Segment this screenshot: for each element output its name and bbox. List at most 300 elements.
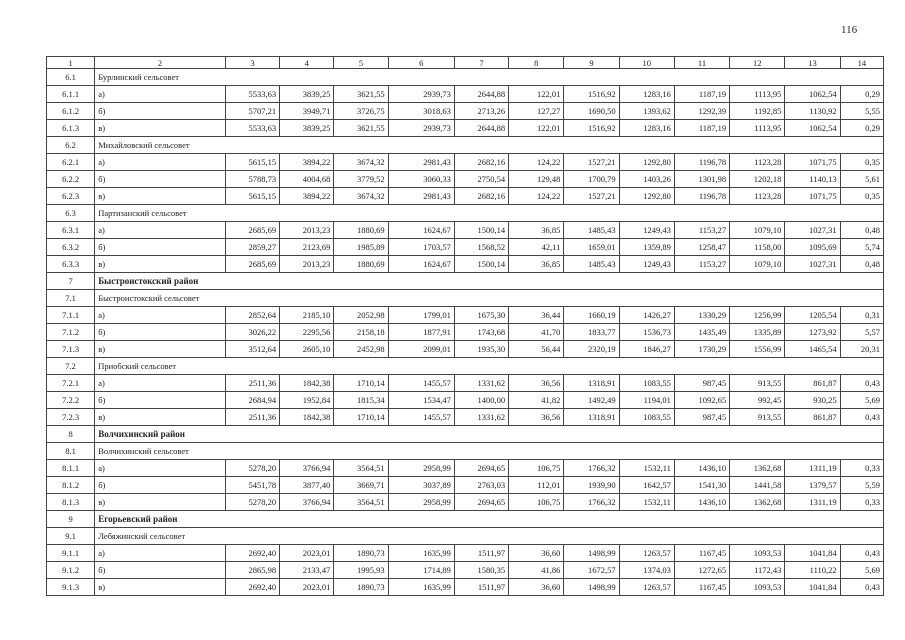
row-code: 9: [47, 511, 95, 528]
value-cell: 1113,95: [730, 86, 785, 103]
value-cell: 3060,33: [388, 171, 454, 188]
value-cell: 36,56: [509, 375, 564, 392]
tariff-table: [46, 56, 884, 596]
value-cell: 1249,43: [619, 222, 674, 239]
value-cell: 1659,01: [564, 239, 619, 256]
value-cell: 1110,22: [785, 562, 840, 579]
value-cell: 3674,32: [334, 154, 388, 171]
table-row: [47, 222, 884, 239]
table-row: [47, 409, 884, 426]
value-cell: 1426,27: [619, 307, 674, 324]
value-cell: 1842,38: [280, 409, 334, 426]
value-cell: 3766,94: [280, 460, 334, 477]
value-cell: 1158,00: [730, 239, 785, 256]
value-cell: 1027,31: [785, 256, 840, 273]
column-header: 11: [674, 57, 729, 69]
row-variant: б): [95, 103, 226, 120]
value-cell: 2685,69: [225, 256, 279, 273]
value-cell: 3669,71: [334, 477, 388, 494]
value-cell: 1331,62: [454, 409, 508, 426]
value-cell: 3621,55: [334, 120, 388, 137]
value-cell: 2981,43: [388, 188, 454, 205]
row-variant: а): [95, 307, 226, 324]
value-cell: 36,60: [509, 545, 564, 562]
subsection-row: [47, 69, 884, 86]
subsection-name: Партизанский сельсовет: [95, 205, 884, 222]
section-name: Быстроистокский район: [95, 273, 884, 290]
value-cell: 2865,98: [225, 562, 279, 579]
value-cell: 0,43: [840, 579, 883, 596]
column-header: 4: [280, 57, 334, 69]
value-cell: 1400,00: [454, 392, 508, 409]
row-code: 7.1.2: [47, 324, 95, 341]
value-cell: 56,44: [509, 341, 564, 358]
table-row: [47, 392, 884, 409]
value-cell: 1027,31: [785, 222, 840, 239]
value-cell: 1642,57: [619, 477, 674, 494]
table-row: [47, 103, 884, 120]
value-cell: 3564,51: [334, 460, 388, 477]
value-cell: 1541,30: [674, 477, 729, 494]
row-code: 7.2.3: [47, 409, 95, 426]
value-cell: 1263,57: [619, 579, 674, 596]
value-cell: 36,44: [509, 307, 564, 324]
row-code: 9.1.2: [47, 562, 95, 579]
value-cell: 129,48: [509, 171, 564, 188]
value-cell: 1890,73: [334, 545, 388, 562]
row-variant: в): [95, 494, 226, 511]
row-code: 8.1.1: [47, 460, 95, 477]
value-cell: 1624,67: [388, 256, 454, 273]
value-cell: 1660,19: [564, 307, 619, 324]
section-row: [47, 426, 884, 443]
table-row: [47, 154, 884, 171]
column-header: 1: [47, 57, 95, 69]
row-code: 8.1: [47, 443, 95, 460]
table-row: [47, 239, 884, 256]
value-cell: 3877,40: [280, 477, 334, 494]
value-cell: 3779,52: [334, 171, 388, 188]
row-code: 6.1: [47, 69, 95, 86]
value-cell: 2958,99: [388, 494, 454, 511]
value-cell: 2320,19: [564, 341, 619, 358]
row-code: 7.1.3: [47, 341, 95, 358]
row-code: 6.2.1: [47, 154, 95, 171]
value-cell: 1842,38: [280, 375, 334, 392]
value-cell: 36,85: [509, 256, 564, 273]
value-cell: 1167,45: [674, 579, 729, 596]
subsection-row: [47, 205, 884, 222]
row-variant: а): [95, 460, 226, 477]
value-cell: 1292,80: [619, 188, 674, 205]
value-cell: 1995,93: [334, 562, 388, 579]
value-cell: 1890,73: [334, 579, 388, 596]
value-cell: 2713,26: [454, 103, 508, 120]
value-cell: 1635,99: [388, 545, 454, 562]
subsection-name: Приобский сельсовет: [95, 358, 884, 375]
value-cell: 1272,65: [674, 562, 729, 579]
value-cell: 2099,01: [388, 341, 454, 358]
value-cell: 1362,68: [730, 494, 785, 511]
value-cell: 42,11: [509, 239, 564, 256]
value-cell: 1311,19: [785, 494, 840, 511]
value-cell: 3894,22: [280, 154, 334, 171]
row-code: 6.3.2: [47, 239, 95, 256]
value-cell: 36,60: [509, 579, 564, 596]
value-cell: 1441,58: [730, 477, 785, 494]
value-cell: 1249,43: [619, 256, 674, 273]
value-cell: 1403,26: [619, 171, 674, 188]
value-cell: 1690,50: [564, 103, 619, 120]
value-cell: 930,25: [785, 392, 840, 409]
value-cell: 992,45: [730, 392, 785, 409]
value-cell: 1153,27: [674, 256, 729, 273]
value-cell: 0,48: [840, 222, 883, 239]
column-header: 2: [95, 57, 226, 69]
value-cell: 41,70: [509, 324, 564, 341]
value-cell: 1359,89: [619, 239, 674, 256]
value-cell: 1743,68: [454, 324, 508, 341]
value-cell: 2694,65: [454, 460, 508, 477]
value-cell: 1140,13: [785, 171, 840, 188]
value-cell: 1292,39: [674, 103, 729, 120]
value-cell: 36,85: [509, 222, 564, 239]
row-code: 7.2: [47, 358, 95, 375]
value-cell: 5615,15: [225, 154, 279, 171]
table-row: [47, 188, 884, 205]
column-header: 5: [334, 57, 388, 69]
table-row: [47, 171, 884, 188]
value-cell: 1534,47: [388, 392, 454, 409]
value-cell: 1071,75: [785, 154, 840, 171]
section-name: Егорьевский район: [95, 511, 884, 528]
value-cell: 41,82: [509, 392, 564, 409]
value-cell: 1532,11: [619, 494, 674, 511]
value-cell: 1192,85: [730, 103, 785, 120]
value-cell: 2852,64: [225, 307, 279, 324]
row-code: 9.1.3: [47, 579, 95, 596]
value-cell: 1730,29: [674, 341, 729, 358]
value-cell: 987,45: [674, 375, 729, 392]
value-cell: 1263,57: [619, 545, 674, 562]
value-cell: 0,43: [840, 375, 883, 392]
value-cell: 1714,89: [388, 562, 454, 579]
value-cell: 1123,28: [730, 188, 785, 205]
value-cell: 2981,43: [388, 154, 454, 171]
value-cell: 2682,16: [454, 154, 508, 171]
column-header: 14: [840, 57, 883, 69]
value-cell: 5615,15: [225, 188, 279, 205]
value-cell: 1335,89: [730, 324, 785, 341]
row-variant: а): [95, 545, 226, 562]
row-code: 7.2.2: [47, 392, 95, 409]
value-cell: 1283,16: [619, 86, 674, 103]
value-cell: 1062,54: [785, 120, 840, 137]
value-cell: 1079,10: [730, 222, 785, 239]
value-cell: 0,33: [840, 460, 883, 477]
value-cell: 1172,43: [730, 562, 785, 579]
value-cell: 124,22: [509, 154, 564, 171]
value-cell: 2023,01: [280, 545, 334, 562]
value-cell: 1379,57: [785, 477, 840, 494]
column-header: 8: [509, 57, 564, 69]
row-code: 7: [47, 273, 95, 290]
value-cell: 1436,10: [674, 460, 729, 477]
value-cell: 0,35: [840, 188, 883, 205]
row-variant: б): [95, 562, 226, 579]
value-cell: 1675,30: [454, 307, 508, 324]
row-code: 6.3.1: [47, 222, 95, 239]
value-cell: 3621,55: [334, 86, 388, 103]
table-row: [47, 307, 884, 324]
value-cell: 5,61: [840, 171, 883, 188]
value-cell: 0,48: [840, 256, 883, 273]
subsection-row: [47, 528, 884, 545]
value-cell: 1766,32: [564, 494, 619, 511]
value-cell: 1700,79: [564, 171, 619, 188]
table-row: [47, 477, 884, 494]
row-code: 6.3: [47, 205, 95, 222]
value-cell: 1935,30: [454, 341, 508, 358]
row-variant: б): [95, 324, 226, 341]
value-cell: 1703,57: [388, 239, 454, 256]
value-cell: 2013,23: [280, 256, 334, 273]
value-cell: 1318,91: [564, 409, 619, 426]
value-cell: 1123,28: [730, 154, 785, 171]
value-cell: 1153,27: [674, 222, 729, 239]
value-cell: 1536,73: [619, 324, 674, 341]
value-cell: 1532,11: [619, 460, 674, 477]
value-cell: 5,69: [840, 392, 883, 409]
row-code: 9.1: [47, 528, 95, 545]
value-cell: 3512,64: [225, 341, 279, 358]
subsection-name: Волчихинский сельсовет: [95, 443, 884, 460]
value-cell: 2939,73: [388, 120, 454, 137]
value-cell: 2452,98: [334, 341, 388, 358]
value-cell: 1196,78: [674, 188, 729, 205]
table-row: [47, 460, 884, 477]
value-cell: 122,01: [509, 86, 564, 103]
value-cell: 3674,32: [334, 188, 388, 205]
value-cell: 1062,54: [785, 86, 840, 103]
row-code: 6.3.3: [47, 256, 95, 273]
value-cell: 0,43: [840, 409, 883, 426]
subsection-row: [47, 443, 884, 460]
value-cell: 1952,84: [280, 392, 334, 409]
value-cell: 1318,91: [564, 375, 619, 392]
value-cell: 1093,53: [730, 579, 785, 596]
row-code: 7.1: [47, 290, 95, 307]
table-row: [47, 579, 884, 596]
value-cell: 1556,99: [730, 341, 785, 358]
value-cell: 1256,99: [730, 307, 785, 324]
value-cell: 2958,99: [388, 460, 454, 477]
row-code: 6.2.3: [47, 188, 95, 205]
value-cell: 861,87: [785, 409, 840, 426]
row-variant: б): [95, 392, 226, 409]
value-cell: 1498,99: [564, 545, 619, 562]
value-cell: 1436,10: [674, 494, 729, 511]
value-cell: 106,75: [509, 460, 564, 477]
value-cell: 861,87: [785, 375, 840, 392]
row-code: 6.1.3: [47, 120, 95, 137]
value-cell: 1455,57: [388, 409, 454, 426]
column-header: 3: [225, 57, 279, 69]
value-cell: 2859,27: [225, 239, 279, 256]
value-cell: 127,27: [509, 103, 564, 120]
value-cell: 1672,57: [564, 562, 619, 579]
value-cell: 2682,16: [454, 188, 508, 205]
value-cell: 1635,99: [388, 579, 454, 596]
value-cell: 3037,89: [388, 477, 454, 494]
value-cell: 3766,94: [280, 494, 334, 511]
table-row: [47, 120, 884, 137]
value-cell: 0,35: [840, 154, 883, 171]
value-cell: 2692,40: [225, 545, 279, 562]
row-code: 8: [47, 426, 95, 443]
column-header: 13: [785, 57, 840, 69]
value-cell: 3949,71: [280, 103, 334, 120]
row-variant: а): [95, 375, 226, 392]
value-cell: 2750,54: [454, 171, 508, 188]
table-row: [47, 545, 884, 562]
value-cell: 1516,92: [564, 120, 619, 137]
value-cell: 913,55: [730, 409, 785, 426]
row-code: 6.1.2: [47, 103, 95, 120]
row-code: 9.1.1: [47, 545, 95, 562]
value-cell: 5,69: [840, 562, 883, 579]
value-cell: 5788,73: [225, 171, 279, 188]
value-cell: 1113,95: [730, 120, 785, 137]
subsection-row: [47, 358, 884, 375]
value-cell: 3839,25: [280, 120, 334, 137]
value-cell: 1511,97: [454, 545, 508, 562]
value-cell: 0,29: [840, 120, 883, 137]
value-cell: 1511,97: [454, 579, 508, 596]
value-cell: 987,45: [674, 409, 729, 426]
value-cell: 1985,89: [334, 239, 388, 256]
value-cell: 2939,73: [388, 86, 454, 103]
value-cell: 1939,90: [564, 477, 619, 494]
value-cell: 3894,22: [280, 188, 334, 205]
value-cell: 2644,88: [454, 120, 508, 137]
subsection-row: [47, 290, 884, 307]
value-cell: 1580,35: [454, 562, 508, 579]
value-cell: 3026,22: [225, 324, 279, 341]
row-variant: а): [95, 86, 226, 103]
value-cell: 1485,43: [564, 256, 619, 273]
row-variant: а): [95, 222, 226, 239]
value-cell: 1500,14: [454, 222, 508, 239]
row-variant: в): [95, 409, 226, 426]
value-cell: 1041,84: [785, 545, 840, 562]
row-variant: б): [95, 171, 226, 188]
value-cell: 2605,10: [280, 341, 334, 358]
value-cell: 2644,88: [454, 86, 508, 103]
value-cell: 1833,77: [564, 324, 619, 341]
value-cell: 1093,53: [730, 545, 785, 562]
page-number: 116: [841, 24, 858, 36]
table-row: [47, 256, 884, 273]
value-cell: 1202,18: [730, 171, 785, 188]
value-cell: 1194,01: [619, 392, 674, 409]
value-cell: 1710,14: [334, 409, 388, 426]
row-code: 6.2: [47, 137, 95, 154]
row-variant: б): [95, 477, 226, 494]
value-cell: 1079,10: [730, 256, 785, 273]
row-variant: в): [95, 120, 226, 137]
value-cell: 1815,34: [334, 392, 388, 409]
table-row: [47, 494, 884, 511]
column-header: 6: [388, 57, 454, 69]
table-row: [47, 375, 884, 392]
value-cell: 1799,01: [388, 307, 454, 324]
row-variant: в): [95, 188, 226, 205]
value-cell: 1465,54: [785, 341, 840, 358]
value-cell: 1187,19: [674, 120, 729, 137]
value-cell: 0,43: [840, 545, 883, 562]
row-variant: а): [95, 154, 226, 171]
value-cell: 0,29: [840, 86, 883, 103]
value-cell: 1330,29: [674, 307, 729, 324]
value-cell: 1766,32: [564, 460, 619, 477]
value-cell: 1205,54: [785, 307, 840, 324]
value-cell: 1095,69: [785, 239, 840, 256]
value-cell: 1130,92: [785, 103, 840, 120]
value-cell: 5707,21: [225, 103, 279, 120]
value-cell: 4004,68: [280, 171, 334, 188]
value-cell: 36,56: [509, 409, 564, 426]
value-cell: 1710,14: [334, 375, 388, 392]
row-code: 8.1.3: [47, 494, 95, 511]
section-row: [47, 273, 884, 290]
column-header: 7: [454, 57, 508, 69]
value-cell: 1374,03: [619, 562, 674, 579]
subsection-name: Быстроистокский сельсовет: [95, 290, 884, 307]
value-cell: 1500,14: [454, 256, 508, 273]
value-cell: 1527,21: [564, 188, 619, 205]
value-cell: 2511,36: [225, 409, 279, 426]
value-cell: 1258,47: [674, 239, 729, 256]
value-cell: 2295,56: [280, 324, 334, 341]
table-row: [47, 341, 884, 358]
value-cell: 1435,49: [674, 324, 729, 341]
value-cell: 1846,27: [619, 341, 674, 358]
value-cell: 1071,75: [785, 188, 840, 205]
row-code: 6.2.2: [47, 171, 95, 188]
value-cell: 2185,10: [280, 307, 334, 324]
subsection-name: Лебяжинский сельсовет: [95, 528, 884, 545]
section-row: [47, 511, 884, 528]
row-code: 7.1.1: [47, 307, 95, 324]
value-cell: 5,55: [840, 103, 883, 120]
table-row: [47, 324, 884, 341]
value-cell: 2694,65: [454, 494, 508, 511]
value-cell: 1877,91: [388, 324, 454, 341]
value-cell: 2133,47: [280, 562, 334, 579]
row-variant: в): [95, 579, 226, 596]
value-cell: 2685,69: [225, 222, 279, 239]
value-cell: 1880,69: [334, 222, 388, 239]
value-cell: 2013,23: [280, 222, 334, 239]
value-cell: 1292,80: [619, 154, 674, 171]
value-cell: 1880,69: [334, 256, 388, 273]
table-row: [47, 562, 884, 579]
value-cell: 5533,63: [225, 120, 279, 137]
value-cell: 5278,20: [225, 494, 279, 511]
value-cell: 20,31: [840, 341, 883, 358]
value-cell: 0,31: [840, 307, 883, 324]
